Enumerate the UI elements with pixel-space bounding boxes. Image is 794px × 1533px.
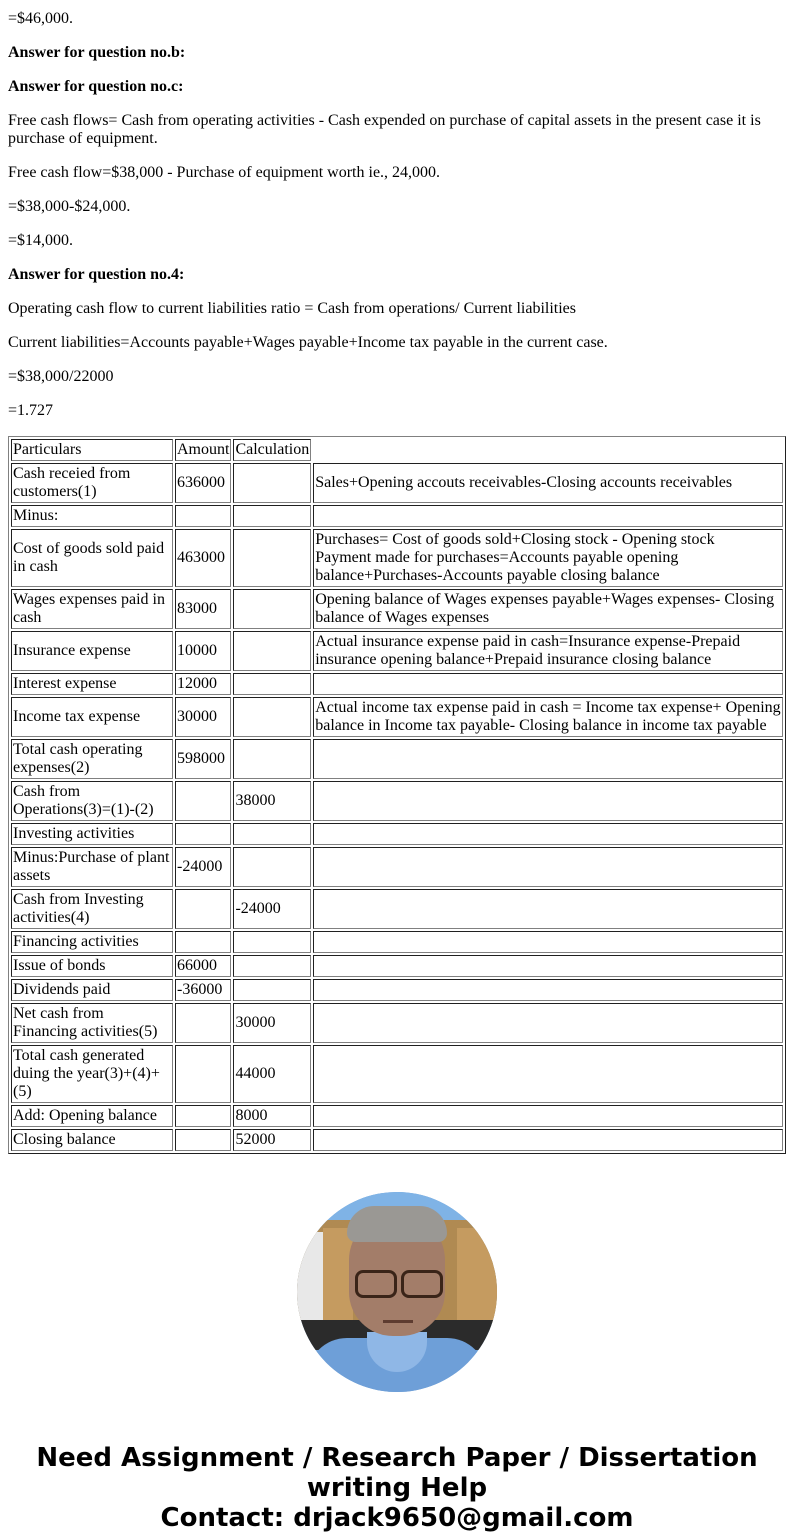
cell-amount xyxy=(175,1045,231,1103)
fcf-definition: Free cash flows= Cash from operating activities - Cash expended on purchase of capital assets in the present case it is purchase of equipment. xyxy=(8,112,761,147)
cell-particulars: Investing activities xyxy=(11,823,173,845)
cell-amount xyxy=(175,1003,231,1043)
cell-note xyxy=(313,889,783,929)
cell-note xyxy=(313,931,783,953)
table-row xyxy=(11,1045,783,1103)
cell-particulars: Total cash operating expenses(2) xyxy=(11,739,173,779)
author-profile xyxy=(8,1192,786,1392)
cell-note xyxy=(313,847,783,887)
note-line-1: Purchases= Cost of goods sold+Closing stock - Opening stock xyxy=(315,531,715,548)
table-header-row xyxy=(11,439,783,461)
cell-amount: -36000 xyxy=(175,979,231,1001)
cell-amount: -24000 xyxy=(175,847,231,887)
result-46000: =$46,000. xyxy=(8,10,74,27)
cell-calculation xyxy=(233,589,311,629)
cell-amount: 83000 xyxy=(175,589,231,629)
table-row xyxy=(11,739,783,779)
promo-line-2: writing Help xyxy=(306,1473,488,1503)
cell-note xyxy=(313,739,783,779)
cell-calculation xyxy=(233,979,311,1001)
cell-calculation xyxy=(233,505,311,527)
cell-particulars: Wages expenses paid in cash xyxy=(11,589,173,629)
table-row xyxy=(11,505,783,527)
table-row xyxy=(11,631,783,671)
table-row xyxy=(11,673,783,695)
cell-particulars: Total cash generated duing the year(3)+(4)+(5) xyxy=(11,1045,173,1103)
cell-calculation xyxy=(233,673,311,695)
cell-note xyxy=(313,955,783,977)
cell-particulars: Interest expense xyxy=(11,673,173,695)
table-row xyxy=(11,955,783,977)
ratio-step: =$38,000/22000 xyxy=(8,368,114,385)
cell-amount xyxy=(175,823,231,845)
cell-amount xyxy=(175,1129,231,1151)
cell-amount: 463000 xyxy=(175,529,231,587)
cell-note xyxy=(313,1129,783,1151)
cell-calculation: -24000 xyxy=(233,889,311,929)
document-body xyxy=(0,10,794,1533)
heading-question-c: Answer for question no.c: xyxy=(8,78,184,95)
table-row xyxy=(11,889,783,929)
cell-note xyxy=(313,781,783,821)
fcf-step: =$38,000-$24,000. xyxy=(8,198,131,215)
cell-calculation xyxy=(233,847,311,887)
cell-particulars: Income tax expense xyxy=(11,697,173,737)
cell-note: Sales+Opening accouts receivables-Closing accounts receivables xyxy=(313,463,783,503)
cell-amount: 636000 xyxy=(175,463,231,503)
header-empty xyxy=(313,439,783,461)
cash-flow-table xyxy=(8,436,786,1154)
promo-line-1: Need Assignment / Research Paper / Dissertation xyxy=(36,1443,758,1473)
cell-note xyxy=(313,529,783,587)
cell-calculation xyxy=(233,823,311,845)
table-row xyxy=(11,1129,783,1151)
table-row xyxy=(11,847,783,887)
cell-note xyxy=(313,505,783,527)
fcf-formula: Free cash flow=$38,000 - Purchase of equipment worth ie., 24,000. xyxy=(8,164,441,181)
cell-calculation xyxy=(233,739,311,779)
table-row xyxy=(11,931,783,953)
author-avatar xyxy=(297,1192,497,1392)
cell-amount: 598000 xyxy=(175,739,231,779)
cell-calculation: 8000 xyxy=(233,1105,311,1127)
current-liabilities-definition: Current liabilities=Accounts payable+Wages payable+Income tax payable in the current case. xyxy=(8,334,608,351)
promo-banner xyxy=(8,1443,786,1533)
cell-calculation: 44000 xyxy=(233,1045,311,1103)
cell-calculation xyxy=(233,697,311,737)
cell-calculation xyxy=(233,931,311,953)
cell-particulars: Closing balance xyxy=(11,1129,173,1151)
cell-particulars: Add: Opening balance xyxy=(11,1105,173,1127)
cell-calculation xyxy=(233,463,311,503)
cell-particulars: Cost of goods sold paid in cash xyxy=(11,529,173,587)
cell-amount xyxy=(175,889,231,929)
cell-note xyxy=(313,673,783,695)
cell-particulars: Cash from Operations(3)=(1)-(2) xyxy=(11,781,173,821)
cell-particulars: Cash from Investing activities(4) xyxy=(11,889,173,929)
cell-amount: 66000 xyxy=(175,955,231,977)
cell-calculation xyxy=(233,529,311,587)
cell-note xyxy=(313,1003,783,1043)
table-row xyxy=(11,1105,783,1127)
table-row xyxy=(11,1003,783,1043)
cell-amount: 30000 xyxy=(175,697,231,737)
cell-note: Actual income tax expense paid in cash = Income tax expense+ Opening balance in Income tax payable- Closing balance in income tax payable xyxy=(313,697,783,737)
cell-particulars: Minus: xyxy=(11,505,173,527)
cell-amount xyxy=(175,781,231,821)
cell-particulars: Minus:Purchase of plant assets xyxy=(11,847,173,887)
cell-note xyxy=(313,1045,783,1103)
ratio-definition: Operating cash flow to current liabilities ratio = Cash from operations/ Current liabilities xyxy=(8,300,576,317)
ratio-result: =1.727 xyxy=(8,402,54,419)
table-row xyxy=(11,589,783,629)
cell-note: Actual insurance expense paid in cash=Insurance expense-Prepaid insurance opening balance+Prepaid insurance closing balance xyxy=(313,631,783,671)
header-calculation: Calculation xyxy=(233,439,311,461)
cell-particulars: Dividends paid xyxy=(11,979,173,1001)
table-row xyxy=(11,781,783,821)
cell-calculation: 38000 xyxy=(233,781,311,821)
fcf-result: =$14,000. xyxy=(8,232,74,249)
cell-note xyxy=(313,979,783,1001)
glasses-icon xyxy=(355,1270,397,1298)
cell-amount xyxy=(175,931,231,953)
cell-particulars: Insurance expense xyxy=(11,631,173,671)
cell-amount xyxy=(175,505,231,527)
note-line-2: Payment made for purchases=Accounts payable opening balance+Purchases-Accounts payable closing balance xyxy=(315,549,679,584)
cell-note xyxy=(313,1105,783,1127)
heading-question-b: Answer for question no.b: xyxy=(8,44,186,61)
cell-amount: 12000 xyxy=(175,673,231,695)
header-particulars: Particulars xyxy=(11,439,173,461)
cell-calculation: 30000 xyxy=(233,1003,311,1043)
cell-particulars: Cash receied from customers(1) xyxy=(11,463,173,503)
cell-particulars: Net cash from Financing activities(5) xyxy=(11,1003,173,1043)
heading-question-4: Answer for question no.4: xyxy=(8,266,185,283)
cell-particulars: Issue of bonds xyxy=(11,955,173,977)
table-row xyxy=(11,463,783,503)
cell-particulars: Financing activities xyxy=(11,931,173,953)
cell-note xyxy=(313,823,783,845)
cell-amount: 10000 xyxy=(175,631,231,671)
cell-amount xyxy=(175,1105,231,1127)
table-row xyxy=(11,823,783,845)
cell-note: Opening balance of Wages expenses payable+Wages expenses- Closing balance of Wages expenses xyxy=(313,589,783,629)
cell-calculation: 52000 xyxy=(233,1129,311,1151)
table-row xyxy=(11,697,783,737)
table-row xyxy=(11,529,783,587)
cell-calculation xyxy=(233,631,311,671)
header-amount: Amount xyxy=(175,439,231,461)
promo-contact: Contact: drjack9650@gmail.com xyxy=(160,1503,634,1533)
cell-calculation xyxy=(233,955,311,977)
table-row xyxy=(11,979,783,1001)
